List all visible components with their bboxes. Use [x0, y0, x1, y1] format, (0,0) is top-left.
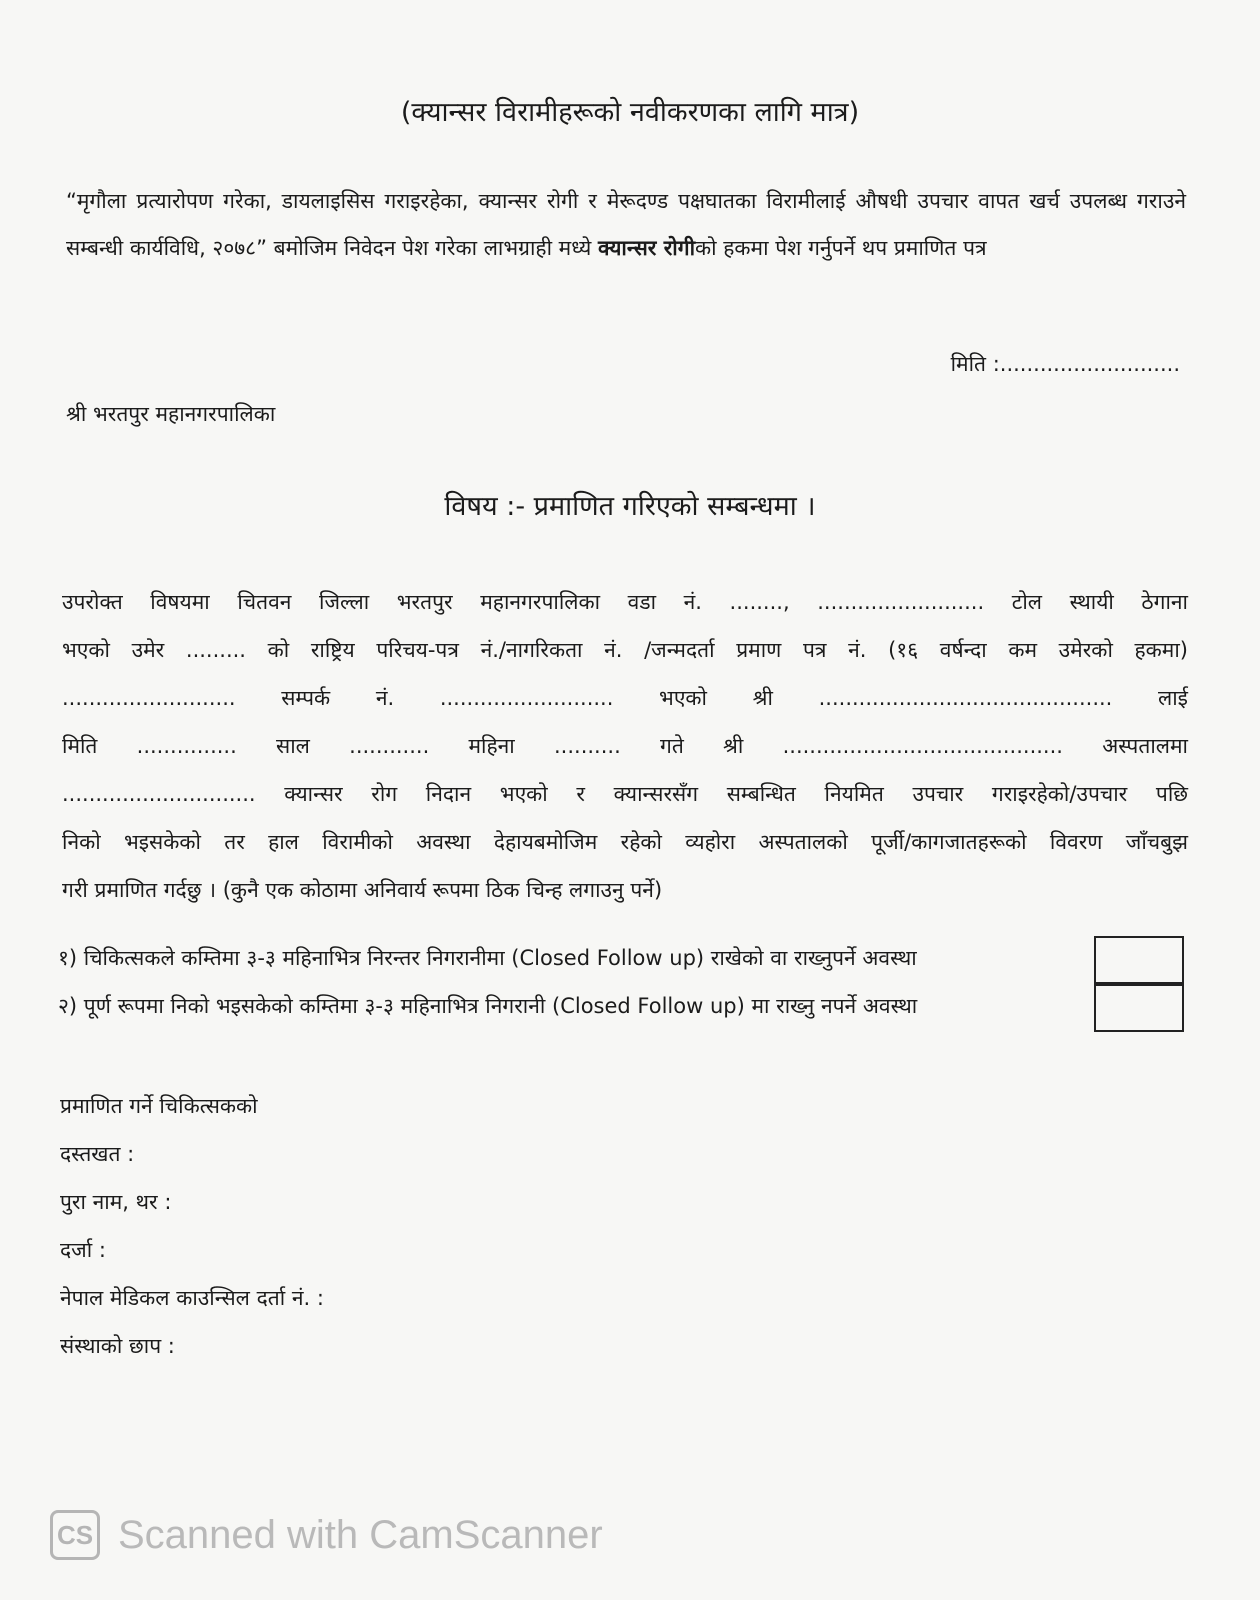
option-1-checkbox[interactable] [1094, 936, 1184, 984]
body-line: निको भइसकेको तर हाल विरामीको अवस्था देहायबमोजिम रहेको व्यहोरा अस्पतालको पूर्जी/कागजातहरूको विवरण जाँचबुझ [62, 830, 1188, 854]
option-2-text: २) पूर्ण रूपमा निको भइसकेको कम्तिमा ३-३ महिनाभित्र निगरानी (Closed Follow up) मा राख्नु नपर्ने अवस्था [58, 994, 918, 1018]
option-2-checkbox[interactable] [1094, 984, 1184, 1032]
camscanner-logo-icon: CS [50, 1510, 100, 1560]
date-line: मिति :........................... [950, 352, 1180, 376]
camscanner-text: Scanned with CamScanner [118, 1512, 603, 1557]
camscanner-watermark [50, 1510, 603, 1560]
intro-text-end: को हकमा पेश गर्नुपर्ने थप प्रमाणित पत्र [695, 236, 987, 260]
option-1-text: १) चिकित्सकले कम्तिमा ३-३ महिनाभित्र निरन्तर निगरानीमा (Closed Follow up) राखेको वा राख्नुपर्ने अवस्था [58, 946, 917, 970]
intro-bold-text: क्यान्सर रोगी [598, 236, 696, 260]
name-field: पुरा नाम, थर : [60, 1190, 172, 1214]
body-line: .......................... सम्पर्क नं. .......................... भएको श्री ............................................ लाई [62, 686, 1188, 710]
body-line: मिति ............... साल ............ महिना .......... गते श्री .......................................... अस्पतालमा [62, 734, 1188, 758]
body-line: ............................. क्यान्सर रोग निदान भएको र क्यान्सरसँग सम्बन्धित नियमित उपचार गराइरहेको/उपचार पछि [62, 782, 1188, 806]
document-header-title: (क्यान्सर विरामीहरूको नवीकरणका लागि मात्र) [400, 97, 860, 128]
body-line: उपरोक्त विषयमा चितवन जिल्ला भरतपुर महानगरपालिका वडा नं. ........, ......................... टोल स्थायी ठेगाना [62, 590, 1188, 614]
intro-text: “मृगौला प्रत्यारोपण गरेका, डायलाइसिस गराइरहेका, क्यान्सर रोगी र मेरूदण्ड पक्षघातका विरामीलाई औषधी उपचार वापत खर्च उपलब्ध गराउने सम्बन्धी कार्यविधि, २०७८” बमोजिम निवेदन पेश गरेका लाभग्राही मध्ये [66, 189, 1186, 260]
signature-heading: प्रमाणित गर्ने चिकित्सकको [60, 1094, 258, 1118]
nmc-number-field: नेपाल मेडिकल काउन्सिल दर्ता नं. : [60, 1286, 324, 1310]
addressee: श्री भरतपुर महानगरपालिका [66, 402, 276, 426]
body-line: भएको उमेर ......... को राष्ट्रिय परिचय-पत्र नं./नागरिकता नं. /जन्मदर्ता प्रमाण पत्र नं. (१६ वर्षन्दा कम उमेरको हकमा) [62, 638, 1188, 662]
intro-paragraph [66, 178, 1186, 272]
signature-field: दस्तखत : [60, 1142, 135, 1166]
stamp-field: संस्थाको छाप : [60, 1334, 175, 1358]
subject-line: विषय :- प्रमाणित गरिएको सम्बन्धमा । [444, 491, 816, 522]
designation-field: दर्जा : [60, 1238, 106, 1262]
body-line: गरी प्रमाणित गर्दछु । (कुनै एक कोठामा अनिवार्य रूपमा ठिक चिन्ह लगाउनु पर्ने) [62, 878, 663, 902]
